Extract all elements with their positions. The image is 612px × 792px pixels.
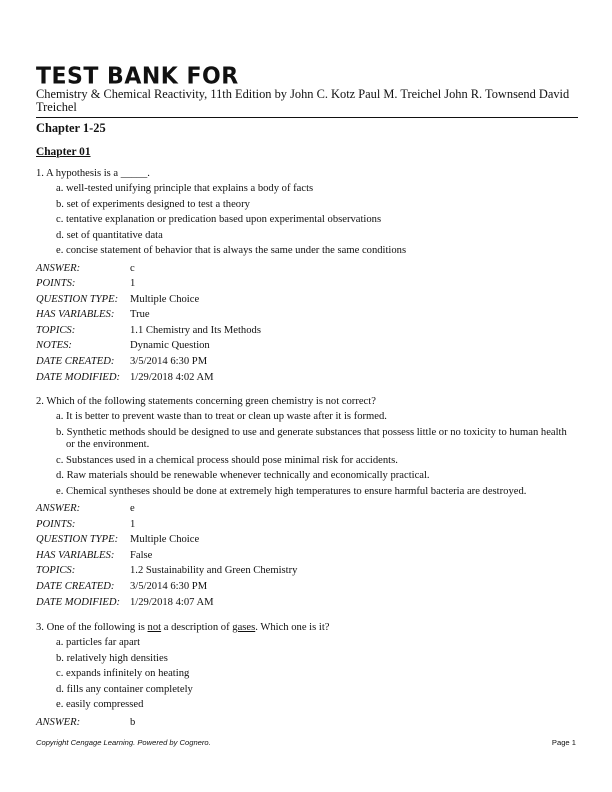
option-a: a. particles far apart bbox=[56, 637, 141, 648]
option-e: e. easily compressed bbox=[56, 699, 144, 710]
meta-topics: TOPICS: 1.1 Chemistry and Its Methods bbox=[36, 324, 261, 336]
chapter-heading: Chapter 01 bbox=[36, 146, 91, 158]
question-3 bbox=[36, 621, 576, 730]
meta-notes: NOTES: Dynamic Question bbox=[36, 340, 210, 352]
option-e: e. Chemical syntheses should be done at extremely high temperatures to ensure harmful bacteria are destroyed. bbox=[56, 485, 527, 497]
option-b: b. relatively high densities bbox=[56, 652, 168, 664]
header-divider bbox=[36, 117, 578, 118]
meta-question-type: QUESTION TYPE: Multiple Choice bbox=[36, 293, 200, 305]
test-bank-title: TEST BANK FOR bbox=[36, 63, 239, 90]
meta-topics: TOPICS: 1.2 Sustainability and Green Chemistry bbox=[36, 565, 298, 577]
option-d: d. Raw materials should be renewable whenever technically and economically practical. bbox=[56, 470, 430, 481]
underlined-not: not bbox=[147, 622, 162, 633]
book-subtitle: Chemistry & Chemical Reactivity, 11th Edition by John C. Kotz Paul M. Treichel John R. Townsend David Treichel bbox=[36, 87, 570, 114]
meta-answer: ANSWER: e bbox=[36, 503, 135, 514]
meta-points: POINTS: 1 bbox=[36, 518, 136, 530]
option-a: a. well-tested unifying principle that explains a body of facts bbox=[56, 183, 314, 194]
option-b: b. Synthetic methods should be designed to use and generate substances that possess little or no toxicity to human health or the environment. bbox=[56, 426, 567, 450]
question-text: One of the following is not a description of gases. Which one is it? bbox=[46, 622, 330, 633]
option-e: e. concise statement of behavior that is always the same under the same conditions bbox=[56, 245, 407, 256]
option-b: b. set of experiments designed to test a theory bbox=[56, 198, 250, 210]
meta-answer: ANSWER: b bbox=[36, 716, 136, 728]
footer-copyright: Copyright Cengage Learning. Powered by Cognero. bbox=[36, 738, 211, 747]
meta-answer: ANSWER: c bbox=[36, 262, 135, 274]
option-c: c. expands infinitely on heating bbox=[56, 668, 190, 679]
question-text: A hypothesis is a _____. bbox=[46, 168, 150, 179]
meta-question-type: QUESTION TYPE: Multiple Choice bbox=[36, 534, 200, 546]
question-1 bbox=[36, 167, 576, 385]
option-c: c. Substances used in a chemical process should pose minimal risk for accidents. bbox=[56, 454, 398, 466]
meta-date-created: DATE CREATED: 3/5/2014 6:30 PM bbox=[36, 580, 208, 592]
meta-date-modified: DATE MODIFIED: 1/29/2018 4:02 AM bbox=[36, 371, 214, 383]
meta-date-modified: DATE MODIFIED: 1/29/2018 4:07 AM bbox=[36, 596, 214, 608]
question-stem bbox=[36, 395, 576, 411]
question-2 bbox=[36, 395, 576, 610]
question-number: 1. bbox=[36, 168, 44, 179]
question-number: 3. bbox=[36, 622, 44, 633]
question-stem bbox=[36, 621, 576, 637]
option-a: a. It is better to prevent waste than to treat or clean up waste after it is formed. bbox=[56, 411, 387, 422]
footer-page-number: Page 1 bbox=[551, 738, 576, 747]
meta-points: POINTS: 1 bbox=[36, 278, 136, 290]
meta-date-created: DATE CREATED: 3/5/2014 6:30 PM bbox=[36, 356, 208, 368]
chapter-range: Chapter 1-25 bbox=[36, 121, 106, 135]
option-d: d. fills any container completely bbox=[56, 683, 193, 695]
underlined-gases: gases bbox=[232, 622, 256, 633]
question-stem bbox=[36, 167, 576, 183]
question-text: Which of the following statements concerning green chemistry is not correct? bbox=[46, 396, 376, 407]
question-number: 2. bbox=[36, 396, 44, 407]
meta-has-variables: HAS VARIABLES: True bbox=[36, 309, 150, 321]
meta-has-variables: HAS VARIABLES: False bbox=[36, 549, 153, 561]
option-c: c. tentative explanation or predication based upon experimental observations bbox=[56, 214, 382, 225]
option-d: d. set of quantitative data bbox=[56, 229, 163, 241]
